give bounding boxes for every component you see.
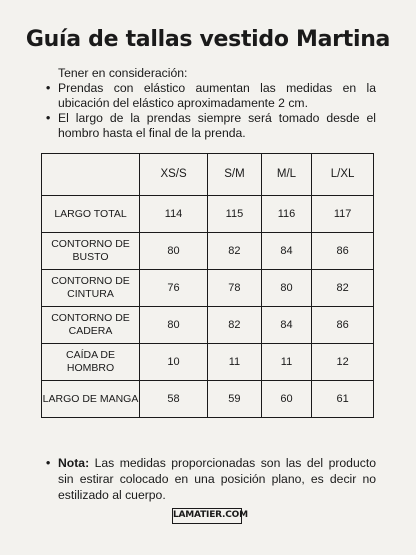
- considerations-intro: Tener en consideración:: [58, 66, 188, 80]
- table-cell: 80: [140, 233, 208, 270]
- size-table: [41, 153, 374, 418]
- table-cell: 78: [208, 270, 262, 307]
- table-header-row: [42, 154, 374, 196]
- table-cell: 12: [312, 344, 374, 381]
- table-cell: 115: [208, 196, 262, 233]
- table-cell: 80: [261, 270, 311, 307]
- table-cell: 59: [208, 381, 262, 418]
- note-label: Nota:: [58, 456, 90, 470]
- brand-logo: LAMATIER.COM: [172, 508, 242, 524]
- table-cell: 10: [140, 344, 208, 381]
- table-header-l-xl: L/XL: [312, 154, 374, 196]
- note-text: Las medidas proporcionadas son las del producto sin estirar colocado en una posición plano, es decir no estilizado al cuerpo.: [58, 456, 376, 502]
- table-cell: 84: [261, 233, 311, 270]
- table-header-m-l: M/L: [261, 154, 311, 196]
- consideration-item: • El largo de la prendas siempre será tomado desde el hombro hasta el final de la prenda.: [46, 111, 376, 141]
- table-cell: 82: [208, 233, 262, 270]
- row-label: CONTORNO DE CINTURA: [42, 270, 140, 307]
- table-row: [42, 233, 374, 270]
- table-cell: 80: [140, 307, 208, 344]
- table-cell: 76: [140, 270, 208, 307]
- considerations-list: [46, 81, 376, 141]
- row-label: CONTORNO DE BUSTO: [42, 233, 140, 270]
- table-header-corner: [42, 154, 140, 196]
- considerations: [46, 66, 376, 141]
- consideration-item: • Prendas con elástico aumentan las medidas en la ubicación del elástico aproximadamente 2 cm.: [46, 81, 376, 111]
- table-cell: 116: [261, 196, 311, 233]
- table-row: [42, 307, 374, 344]
- table-cell: 82: [312, 270, 374, 307]
- table-cell: 61: [312, 381, 374, 418]
- table-cell: 11: [261, 344, 311, 381]
- row-label: CAÍDA DE HOMBRO: [42, 344, 140, 381]
- table-cell: 60: [261, 381, 311, 418]
- table-row: [42, 196, 374, 233]
- table-row: [42, 344, 374, 381]
- table-cell: 84: [261, 307, 311, 344]
- table-cell: 11: [208, 344, 262, 381]
- measurement-note: [46, 455, 376, 503]
- row-label: LARGO TOTAL: [42, 196, 140, 233]
- table-cell: 86: [312, 307, 374, 344]
- table-cell: 58: [140, 381, 208, 418]
- row-label: CONTORNO DE CADERA: [42, 307, 140, 344]
- table-row: [42, 270, 374, 307]
- table-cell: 117: [312, 196, 374, 233]
- table-row: [42, 381, 374, 418]
- table-cell: 82: [208, 307, 262, 344]
- page-title: Guía de tallas vestido Martina: [25, 27, 391, 52]
- row-label: LARGO DE MANGA: [42, 381, 140, 418]
- table-header-xs-s: XS/S: [140, 154, 208, 196]
- table-cell: 114: [140, 196, 208, 233]
- table-header-s-m: S/M: [208, 154, 262, 196]
- table-cell: 86: [312, 233, 374, 270]
